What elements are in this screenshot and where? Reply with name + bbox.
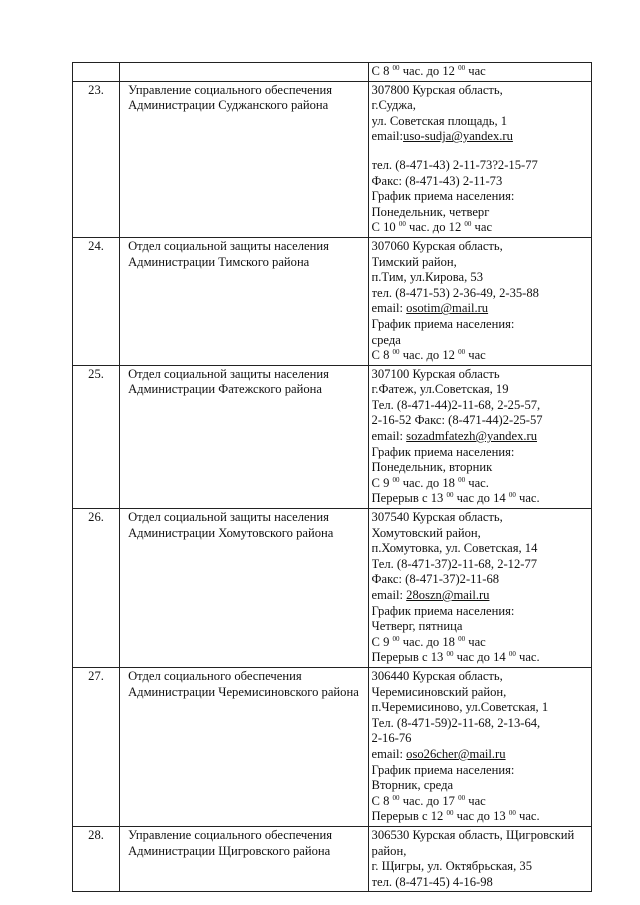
contact-line: График приема населения: [371, 603, 515, 618]
contact-line: п.Черемисиново, ул.Советская, 1 [371, 700, 549, 715]
contact-line: 306440 Курская область, [371, 668, 503, 683]
row-number [73, 63, 120, 82]
contact-line: График приема населения: [371, 316, 515, 331]
contact-line: График приема населения: [371, 444, 515, 459]
contact-info [368, 63, 591, 82]
contact-line: Четверг, пятница [371, 619, 463, 634]
contact-line: 307060 Курская область, [371, 238, 503, 253]
contact-info [368, 667, 591, 826]
contact-line: г.Суджа, [371, 98, 416, 113]
contact-line: тел. (8-471-45) 4-16-98 [371, 874, 493, 889]
row-number: 23. [73, 81, 120, 237]
contact-line: Перерыв с 13 $^{00}$ час до 14 $^{00}$ час. [371, 491, 540, 506]
contact-line: район, [371, 843, 407, 858]
table-row [73, 509, 592, 668]
contact-line: 307800 Курская область, [371, 82, 503, 97]
contact-line: Факс: (8-471-37)2-11-68 [371, 572, 500, 587]
organization-name: Отдел социального обеспечения Администрации Черемисиновского района [120, 667, 368, 826]
contact-info [368, 365, 591, 508]
contact-line: 307540 Курская область, [371, 510, 503, 525]
contact-line: п.Тим, ул.Кирова, 53 [371, 270, 483, 285]
contact-line: Черемисиновский район, [371, 684, 507, 699]
contact-line: С 10 $^{00}$ час. до 12 $^{00}$ час [371, 220, 493, 235]
contact-line: email:uso-sudja@yandex.ru [371, 129, 513, 144]
contact-info [368, 509, 591, 668]
contact-line: 2-16-52 Факс: (8-471-44)2-25-57 [371, 413, 543, 428]
contact-line: тел. (8-471-43) 2-11-73?2-15-77 [371, 157, 538, 172]
contact-line: ул. Советская площадь, 1 [371, 113, 508, 128]
row-number: 26. [73, 509, 120, 668]
contact-line: Перерыв с 12 $^{00}$ час до 13 $^{00}$ час. [371, 809, 540, 824]
table-row [73, 826, 592, 891]
contact-line: 306530 Курская область, Щигровский [371, 827, 575, 842]
contact-line: График приема населения: [371, 762, 515, 777]
organization-name [120, 63, 368, 82]
contact-info [368, 237, 591, 365]
table-row [73, 667, 592, 826]
contact-line: 2-16-76 [371, 731, 412, 746]
contact-line: тел. (8-471-53) 2-36-49, 2-35-88 [371, 285, 539, 300]
contact-line: Хомутовский район, [371, 525, 481, 540]
contact-line: Тел. (8-471-44)2-11-68, 2-25-57, [371, 397, 541, 412]
contact-line: Понедельник, четверг [371, 204, 490, 219]
organization-name: Отдел социальной защиты населения Администрации Фатежского района [120, 365, 368, 508]
contact-line: С 9 $^{00}$ час. до 18 $^{00}$ час [371, 634, 486, 649]
contact-line: С 8 $^{00}$ час. до 12 $^{00}$ час [371, 64, 486, 78]
organization-name: Отдел социальной защиты населения Администрации Хомутовского района [120, 509, 368, 668]
contact-line: Факс: (8-471-43) 2-11-73 [371, 173, 503, 188]
contact-line: Перерыв с 13 $^{00}$ час до 14 $^{00}$ час. [371, 650, 540, 665]
row-number: 27. [73, 667, 120, 826]
contact-line: С 8 $^{00}$ час. до 12 $^{00}$ час [371, 348, 486, 363]
contact-line: email: oso26cher@mail.ru [371, 746, 506, 761]
organization-name: Управление социального обеспечения Администрации Щигровского района [120, 826, 368, 891]
contact-line: С 9 $^{00}$ час. до 18 $^{00}$ час. [371, 475, 489, 490]
contact-line: email: sozadmfatezh@yandex.ru [371, 429, 538, 444]
organization-name: Отдел социальной защиты населения Администрации Тимского района [120, 237, 368, 365]
contact-line: Тел. (8-471-59)2-11-68, 2-13-64, [371, 715, 541, 730]
social-offices-table [72, 62, 592, 892]
table-row [73, 63, 592, 82]
contact-line: среда [371, 332, 401, 347]
contact-line: п.Хомутовка, ул. Советская, 14 [371, 541, 538, 556]
contact-line: Понедельник, вторник [371, 460, 493, 475]
contact-line: Тел. (8-471-37)2-11-68, 2-12-77 [371, 556, 538, 571]
organization-name: Управление социального обеспечения Администрации Суджанского района [120, 81, 368, 237]
contact-line: email: 28oszn@mail.ru [371, 588, 490, 602]
contact-line: email: osotim@mail.ru [371, 301, 489, 316]
contact-info [368, 81, 591, 237]
row-number: 24. [73, 237, 120, 365]
contact-line: С 8 $^{00}$ час. до 17 $^{00}$ час [371, 793, 486, 808]
contact-line: Тимский район, [371, 254, 457, 269]
table-row [73, 81, 592, 237]
table-row [73, 237, 592, 365]
contact-line: г.Фатеж, ул.Советская, 19 [371, 382, 509, 397]
contact-line [372, 145, 588, 158]
contact-line: г. Щигры, ул. Октябрьская, 35 [371, 859, 532, 874]
table-row [73, 365, 592, 508]
row-number: 25. [73, 365, 120, 508]
contact-line: График приема населения: [371, 189, 515, 204]
contact-line: Вторник, среда [371, 778, 454, 793]
contact-info [368, 826, 591, 891]
row-number: 28. [73, 826, 120, 891]
contact-line: 307100 Курская область [371, 366, 500, 381]
